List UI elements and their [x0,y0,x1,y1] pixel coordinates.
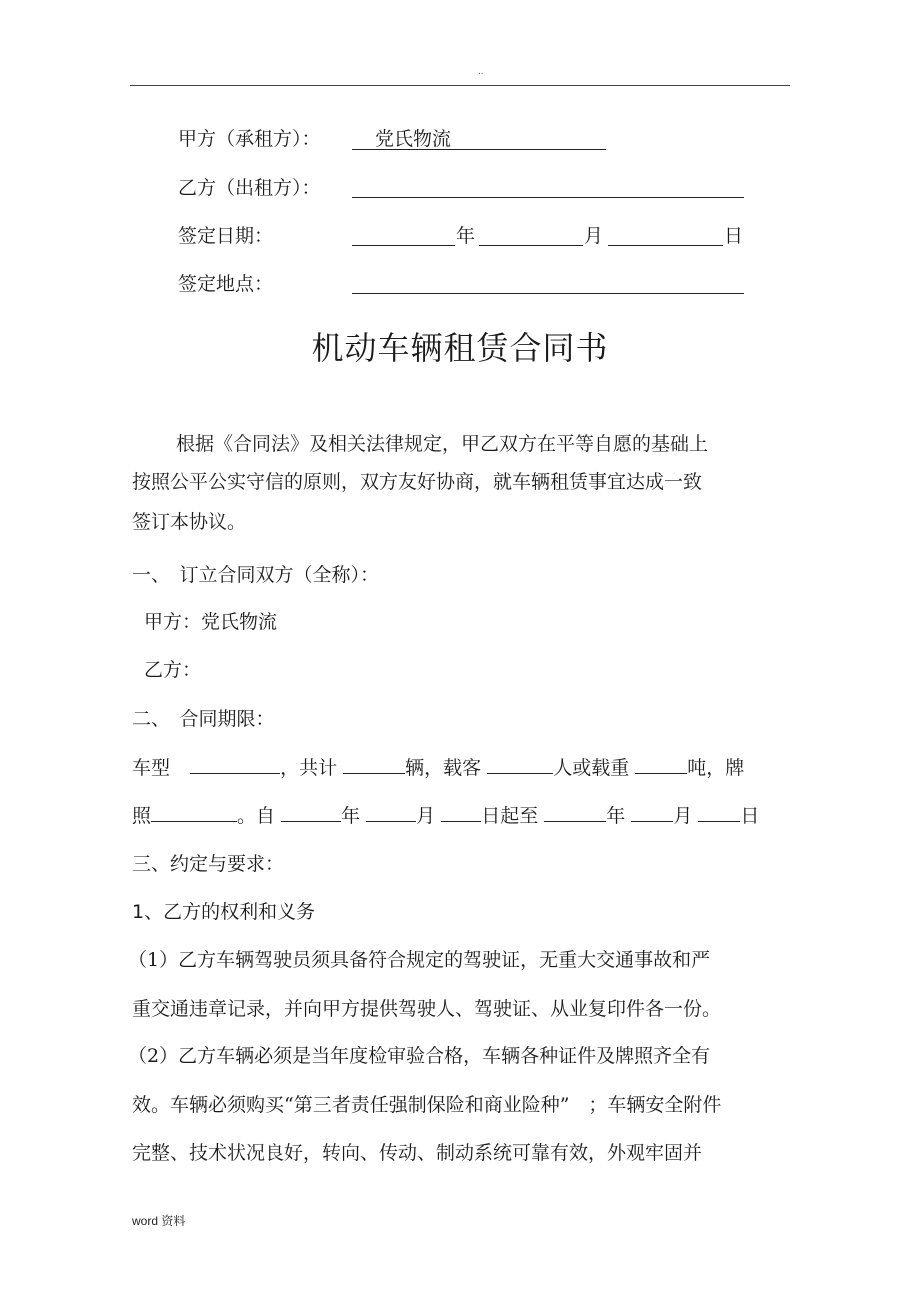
section2-heading: 二、 合同期限： [132,708,275,730]
section1-party-b: 乙方： [144,659,202,681]
start-month-blank [366,803,416,822]
end-month-unit: 月 [673,805,693,827]
footer-mark: word 资料 [132,1214,186,1228]
item2-line-2: 效。车辆必须购买“第三者责任强制保险和商业险种” ；车辆安全附件 [132,1094,722,1116]
item1-line-2: 重交通违章记录，并向甲方提供驾驶人、驾驶证、从业复印件各一份。 [132,998,722,1020]
header-rule [130,85,790,86]
start-month-unit: 月 [416,805,436,827]
sign-date-year-line [352,245,455,246]
vehicle-count-blank [343,755,405,774]
party-b-line [352,197,744,198]
item1-line-1: （1）乙方车辆驾驶员须具备符合规定的驾驶证，无重大交通事故和严 [128,949,711,971]
day-from-to-label: 日起至 [481,805,539,827]
vehicle-type-blank [190,755,280,774]
preamble-line-2: 按照公平公实守信的原则，双方友好协商，就车辆租赁事宜达成一致 [132,471,703,493]
start-day-blank [441,803,481,822]
end-year-blank [544,803,606,822]
people-or-load-label: 人或载重 [553,757,630,779]
section1-party-a: 甲方：党氏物流 [144,611,278,633]
tons-plate-label: 吨，牌 [687,757,745,779]
end-month-blank [631,803,673,822]
sign-date-year-unit: 年 [456,225,476,247]
from-label: 。自 [237,805,276,827]
term-line-1 [132,755,744,781]
load-blank [635,755,687,774]
sign-date-month-line [479,245,583,246]
vehicles-unit-label: 辆，载客 [405,757,482,779]
header-mark: .. [478,66,484,77]
end-year-unit: 年 [606,805,626,827]
plate-label: 照 [132,805,152,827]
plate-blank [151,803,237,822]
section1-heading: 一、 订立合同双方（全称）： [132,564,380,586]
sign-place-line [352,293,744,294]
party-a-line [352,149,606,150]
sign-date-label: 签定日期： [178,225,274,247]
party-b-label: 乙方（出租方）： [178,177,321,199]
start-year-unit: 年 [341,805,361,827]
section3-subheading-1: 1、乙方的权利和义务 [132,901,316,923]
passenger-blank [487,755,553,774]
sign-date-day-line [608,245,723,246]
preamble-line-1: 根据《合同法》及相关法律规定，甲乙双方在平等自愿的基础上 [176,433,709,455]
end-day-unit: 日 [740,805,760,827]
section3-heading: 三、约定与要求： [132,853,285,875]
total-label: ，共计 [280,757,338,779]
sign-date-day-unit: 日 [724,225,744,247]
document-title: 机动车辆租赁合同书 [311,329,609,367]
term-line-2 [132,803,759,829]
vehicle-type-label: 车型 [132,757,171,779]
end-day-blank [698,803,740,822]
sign-place-label: 签定地点： [178,273,274,295]
preamble-line-3: 签订本协议。 [132,511,247,533]
start-year-blank [281,803,341,822]
party-a-label: 甲方（承租方）： [178,128,321,150]
item2-line-1: （2）乙方车辆必须是当年度检审验合格，车辆各种证件及牌照齐全有 [128,1045,711,1067]
party-a-value: 党氏物流 [375,128,452,150]
sign-date-month-unit: 月 [584,225,604,247]
item2-line-3: 完整、技术状况良好，转向、传动、制动系统可靠有效，外观牢固并 [132,1142,703,1164]
